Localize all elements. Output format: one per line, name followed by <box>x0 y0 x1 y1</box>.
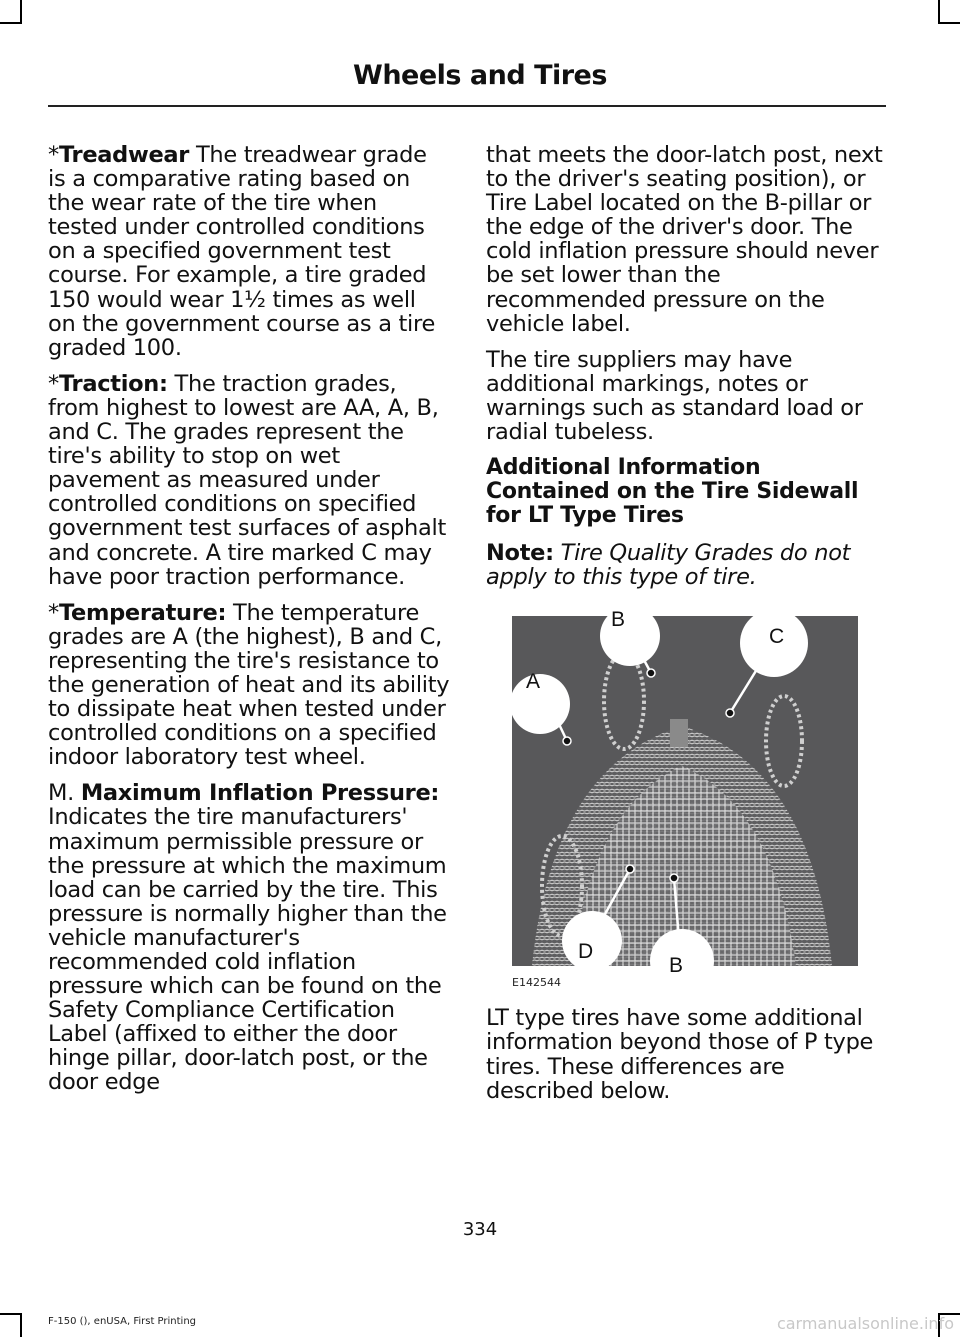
crop-mark-top-left-h <box>0 22 22 24</box>
callout-label-b-top: B <box>611 608 625 632</box>
callout-label-c: C <box>769 625 784 649</box>
crop-mark-top-right-h <box>938 22 960 24</box>
point-b-bottom <box>670 874 678 882</box>
header-divider <box>48 105 886 107</box>
page-number: 334 <box>462 1219 498 1240</box>
max-inflation-term: Maximum Inflation Pressure: <box>80 780 440 807</box>
bubble-a <box>510 674 570 734</box>
treadwear-term: Treadwear <box>58 142 190 168</box>
point-b-top <box>647 669 655 677</box>
note-label: Note: <box>486 540 554 567</box>
traction-prefix: * <box>48 370 59 397</box>
traction-text: The traction grades, from highest to lowest are AA, A, B, and C. The grades represent the tire's ability to stop on wet pavement as measured under controlled conditions on specified government test surfaces of asphalt and concrete. A tire marked C may have poor traction performance. <box>48 370 446 590</box>
max-inflation-paragraph <box>48 781 450 1094</box>
tire-sidewall-figure <box>512 608 858 990</box>
right-column <box>486 143 884 1115</box>
note-text: Tire Quality Grades do not apply to this type of tire. <box>486 540 851 591</box>
temperature-text: The temperature grades are A (the highest), B and C, representing the tire's resistance to the generation of heat and its ability to dissipate heat when tested under controlled conditions on a specified indoor laboratory test wheel. <box>48 599 450 771</box>
point-d <box>626 865 634 873</box>
callout-label-d: D <box>578 940 593 964</box>
page-title: Wheels and Tires <box>353 60 607 91</box>
treadwear-text: The treadwear grade is a comparative rating based on the wear rate of the tire when tested under controlled conditions on a specified government test course. For example, a tire graded 150 would wear 1½ times as well on the government course as a tire graded 100. <box>48 142 436 361</box>
point-c <box>726 709 734 717</box>
oval-right <box>766 696 802 786</box>
edition-info: F-150 (), enUSA, First Printing <box>48 1316 197 1327</box>
crop-mark-top-left <box>20 0 22 24</box>
callout-label-b-bottom: B <box>669 954 683 978</box>
suppliers-paragraph: The tire suppliers may have additional markings, notes or warnings such as standard load or radial tubeless. <box>486 346 863 446</box>
temperature-term: Temperature: <box>58 599 227 626</box>
max-inflation-prefix: M. <box>48 780 81 807</box>
lt-paragraph: LT type tires have some additional information beyond those of P type tires. These differences are described below. <box>486 1005 874 1104</box>
tire-rib <box>670 719 688 747</box>
crop-mark-bottom-left <box>20 1313 22 1337</box>
left-column <box>48 143 450 1107</box>
point-a <box>563 737 571 745</box>
continuation-paragraph: that meets the door-latch post, next to the driver's seating position), or Tire Label located on the B-pillar or the edge of the driver's door. The cold inflation pressure should never be set lower than the recommended pressure on the vehicle label. <box>486 142 883 337</box>
treadwear-prefix: * <box>48 142 59 168</box>
section-subheading: Additional Information Contained on the Tire Sidewall for LT Type Tires <box>486 455 859 529</box>
callout-label-a: A <box>526 670 540 694</box>
watermark: carmanualsonline.info <box>776 1314 954 1333</box>
crop-mark-bottom-left-h <box>0 1313 22 1315</box>
treadwear-paragraph <box>48 143 450 360</box>
max-inflation-text: Indicates the tire manufacturers' maximum permissible pressure or the pressure at which the maximum load can be carried by the tire. This pressure is normally higher than the vehicle manufacturer's recommended cold inflation pressure which can be found on the Safety Compliance Certification Label (affixed to either the door hinge pillar, door-latch post, or the door edge <box>48 804 447 1096</box>
bubble-b-top <box>600 606 660 666</box>
note-paragraph <box>486 541 884 589</box>
temperature-paragraph <box>48 601 450 770</box>
tire-sidewall-illustration <box>512 608 858 978</box>
crop-mark-top-right <box>938 0 940 24</box>
oval-left <box>604 653 644 749</box>
temperature-prefix: * <box>48 599 59 626</box>
traction-paragraph <box>48 372 450 589</box>
figure-code: E142544 <box>512 976 561 990</box>
traction-term: Traction: <box>58 370 168 397</box>
